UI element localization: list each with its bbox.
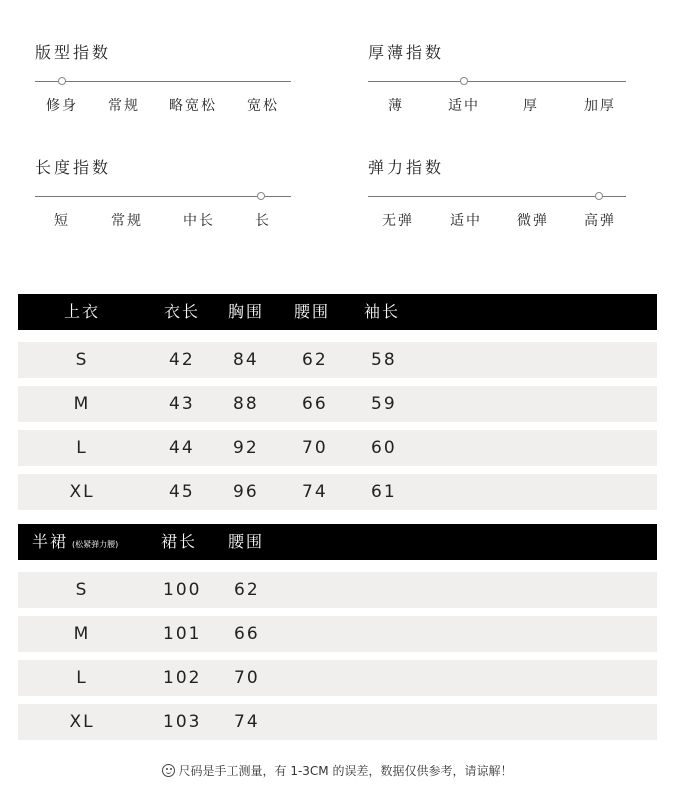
skirt-table-row [18, 660, 657, 696]
elasticity-option-label: 微弹 [517, 213, 549, 229]
elasticity-index-title: 弹力指数 [368, 158, 445, 177]
top-table-row [18, 386, 657, 422]
size-cell: L [76, 668, 88, 688]
waist-cell: 70 [234, 668, 260, 688]
waist-cell: 74 [234, 712, 260, 732]
top-header-chest: 胸围 [228, 302, 265, 321]
sleeve-cell: 61 [371, 482, 397, 502]
skirt-table-row [18, 572, 657, 608]
chest-cell: 84 [233, 350, 259, 370]
fit-index-marker [58, 77, 66, 85]
skirt-table-row [18, 704, 657, 740]
measurement-note-text: 尺码是手工测量，有 1-3CM 的误差，数据仅供参考，请谅解！ [178, 764, 513, 778]
measurement-note [0, 762, 674, 779]
size-cell: S [75, 350, 89, 370]
length-cell: 101 [163, 624, 202, 644]
waist-cell: 70 [302, 438, 328, 458]
length-option-label: 长 [255, 213, 271, 229]
fit-option-label: 修身 [46, 98, 78, 114]
waist-cell: 66 [302, 394, 328, 414]
size-cell: M [73, 624, 91, 644]
fit-option-label: 略宽松 [169, 98, 217, 114]
waist-cell: 66 [234, 624, 260, 644]
length-cell: 102 [163, 668, 202, 688]
size-cell: S [75, 580, 89, 600]
size-cell: XL [69, 712, 95, 732]
size-cell: M [73, 394, 91, 414]
fit-index-title: 版型指数 [35, 43, 112, 62]
skirt-header-subtitle: (松紧弹力腰) [72, 540, 119, 549]
skirt-table-header [18, 524, 657, 560]
elasticity-option-label: 高弹 [584, 213, 616, 229]
length-cell: 44 [169, 438, 195, 458]
sleeve-cell: 60 [371, 438, 397, 458]
chest-cell: 96 [233, 482, 259, 502]
waist-cell: 62 [302, 350, 328, 370]
length-option-label: 短 [54, 213, 70, 229]
waist-cell: 74 [302, 482, 328, 502]
length-index-marker [257, 192, 265, 200]
length-option-label: 中长 [183, 213, 215, 229]
length-index-title: 长度指数 [35, 158, 112, 177]
top-table-row [18, 342, 657, 378]
skirt-header-label [32, 524, 118, 560]
length-cell: 42 [169, 350, 195, 370]
length-option-label: 常规 [111, 213, 143, 229]
sleeve-cell: 59 [371, 394, 397, 414]
thickness-index-title: 厚薄指数 [368, 43, 445, 62]
elasticity-option-label: 无弹 [382, 213, 414, 229]
length-cell: 43 [169, 394, 195, 414]
size-cell: L [76, 438, 88, 458]
chest-cell: 92 [233, 438, 259, 458]
size-cell: XL [69, 482, 95, 502]
skirt-header-waist: 腰围 [228, 532, 265, 551]
elasticity-option-label: 适中 [450, 213, 482, 229]
thickness-option-label: 加厚 [584, 98, 616, 114]
fit-option-label: 宽松 [247, 98, 279, 114]
thickness-option-label: 厚 [523, 98, 539, 114]
sleeve-cell: 58 [371, 350, 397, 370]
length-cell: 45 [169, 482, 195, 502]
top-table-row [18, 474, 657, 510]
top-header-label: 上衣 [63, 302, 100, 321]
length-cell: 100 [163, 580, 202, 600]
elasticity-index-scale-line [368, 196, 626, 197]
skirt-header-title: 半裙 [32, 532, 69, 551]
top-header-length: 衣长 [164, 302, 201, 321]
thickness-option-label: 薄 [388, 98, 404, 114]
length-cell: 103 [163, 712, 202, 732]
fit-option-label: 常规 [108, 98, 140, 114]
top-table-header [18, 294, 657, 330]
top-header-sleeve: 袖长 [364, 302, 401, 321]
chest-cell: 88 [233, 394, 259, 414]
length-index-scale-line [35, 196, 291, 197]
top-header-waist: 腰围 [294, 302, 331, 321]
thickness-option-label: 适中 [448, 98, 480, 114]
skirt-header-length: 裙长 [161, 532, 198, 551]
smile-icon [162, 764, 175, 777]
waist-cell: 62 [234, 580, 260, 600]
elasticity-index-marker [595, 192, 603, 200]
fit-index-scale-line [35, 81, 291, 82]
thickness-index-scale-line [368, 81, 626, 82]
skirt-table-row [18, 616, 657, 652]
top-table-row [18, 430, 657, 466]
thickness-index-marker [460, 77, 468, 85]
